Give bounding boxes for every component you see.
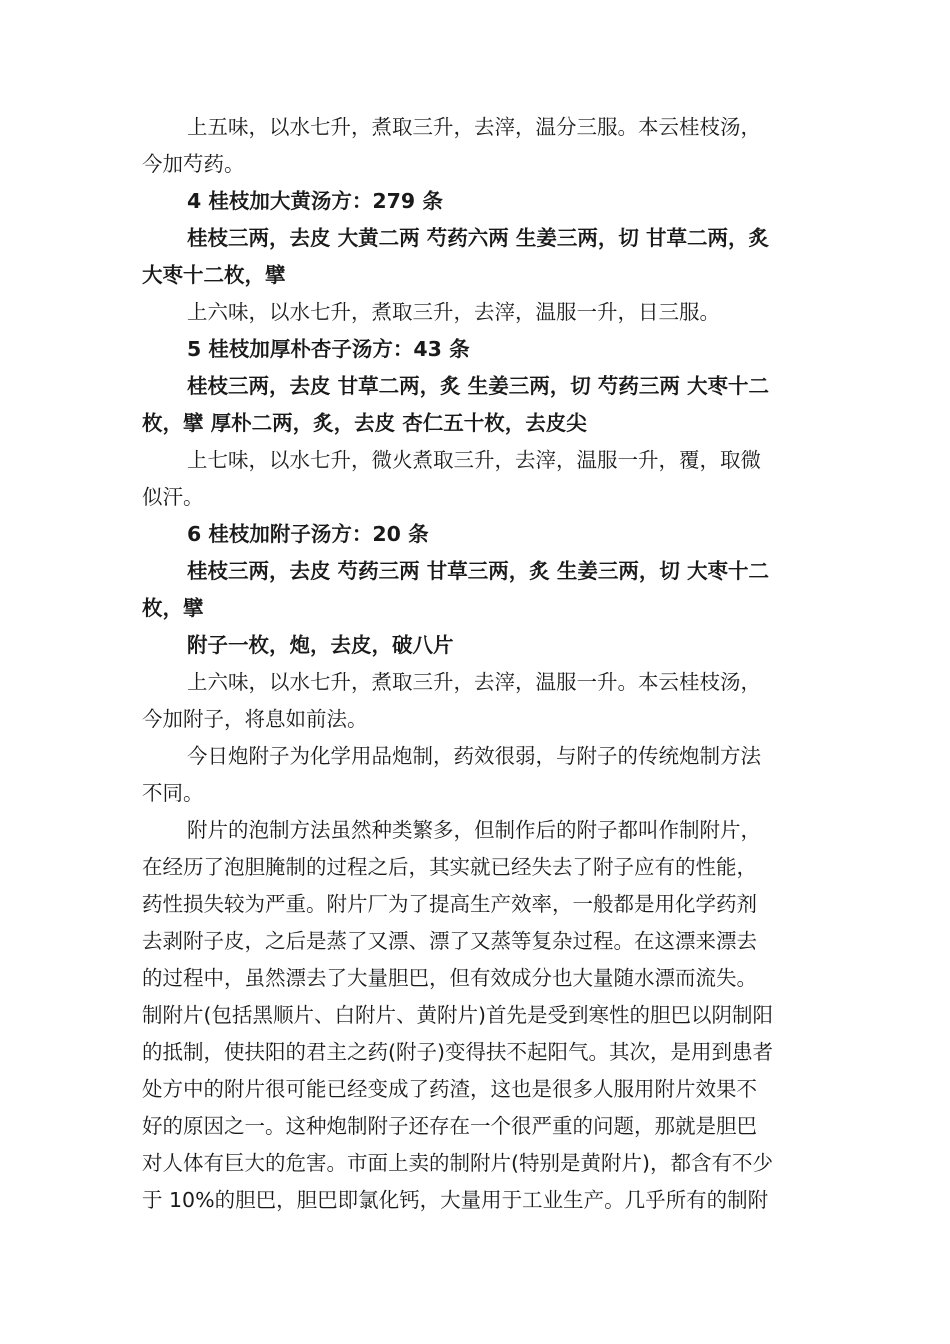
bold-text-line: 枚，擘 厚朴二两，炙，去皮 杏仁五十枚，去皮尖 (142, 411, 587, 435)
bold-text-line: 桂枝三两，去皮 甘草二两，炙 生姜三两，切 芍药三两 大枣十二 (187, 374, 770, 398)
bold-text-line: 4 桂枝加大黄汤方：279 条 (187, 189, 443, 213)
bold-text-line: 大枣十二枚，擘 (142, 263, 286, 287)
text-line: 在经历了泡胆腌制的过程之后，其实就已经失去了附子应有的性能， (142, 855, 757, 879)
bold-text-line: 桂枝三两，去皮 芍药三两 甘草三两，炙 生姜三两，切 大枣十二 (187, 559, 770, 583)
document-page (142, 109, 810, 1219)
text-line: 的抵制，使扶阳的君主之药(附子)变得扶不起阳气。其次，是用到患者 (142, 1040, 773, 1064)
text-line: 药性损失较为严重。附片厂为了提高生产效率，一般都是用化学药剂 (142, 892, 757, 916)
text-line: 制附片(包括黑顺片、白附片、黄附片)首先是受到寒性的胆巴以阴制阳 (142, 1003, 773, 1027)
bold-text-line: 附子一枚，炮，去皮，破八片 (187, 633, 454, 657)
text-line: 好的原因之一。这种炮制附子还存在一个很严重的问题，那就是胆巴 (142, 1114, 757, 1138)
bold-text-line: 枚，擘 (142, 596, 204, 620)
bold-text-line: 5 桂枝加厚朴杏子汤方：43 条 (187, 337, 470, 361)
text-line: 上五味，以水七升，煮取三升，去滓，温分三服。本云桂枝汤， (187, 115, 761, 139)
bold-text-line: 6 桂枝加附子汤方：20 条 (187, 522, 429, 546)
text-line: 今加附子，将息如前法。 (142, 707, 368, 731)
text-line: 对人体有巨大的危害。市面上卖的制附片(特别是黄附片)，都含有不少 (142, 1151, 773, 1175)
text-line: 去剥附子皮，之后是蒸了又漂、漂了又蒸等复杂过程。在这漂来漂去 (142, 929, 757, 953)
text-line: 的过程中，虽然漂去了大量胆巴，但有效成分也大量随水漂而流失。 (142, 966, 757, 990)
text-line: 于 10%的胆巴，胆巴即氯化钙，大量用于工业生产。几乎所有的制附 (142, 1188, 769, 1212)
text-line: 似汗。 (142, 485, 204, 509)
text-line: 附片的泡制方法虽然种类繁多，但制作后的附子都叫作制附片， (187, 818, 761, 842)
text-line: 上七味，以水七升，微火煮取三升，去滓，温服一升，覆，取微 (187, 448, 761, 472)
text-line: 不同。 (142, 781, 204, 805)
text-line: 上六味，以水七升，煮取三升，去滓，温服一升，日三服。 (187, 300, 720, 324)
text-line: 处方中的附片很可能已经变成了药渣，这也是很多人服用附片效果不 (142, 1077, 757, 1101)
bold-text-line: 桂枝三两，去皮 大黄二两 芍药六两 生姜三两，切 甘草二两，炙 (187, 226, 770, 250)
text-line: 今日炮附子为化学用品炮制，药效很弱，与附子的传统炮制方法 (187, 744, 761, 768)
text-line: 今加芍药。 (142, 152, 245, 176)
text-line: 上六味，以水七升，煮取三升，去滓，温服一升。本云桂枝汤， (187, 670, 761, 694)
